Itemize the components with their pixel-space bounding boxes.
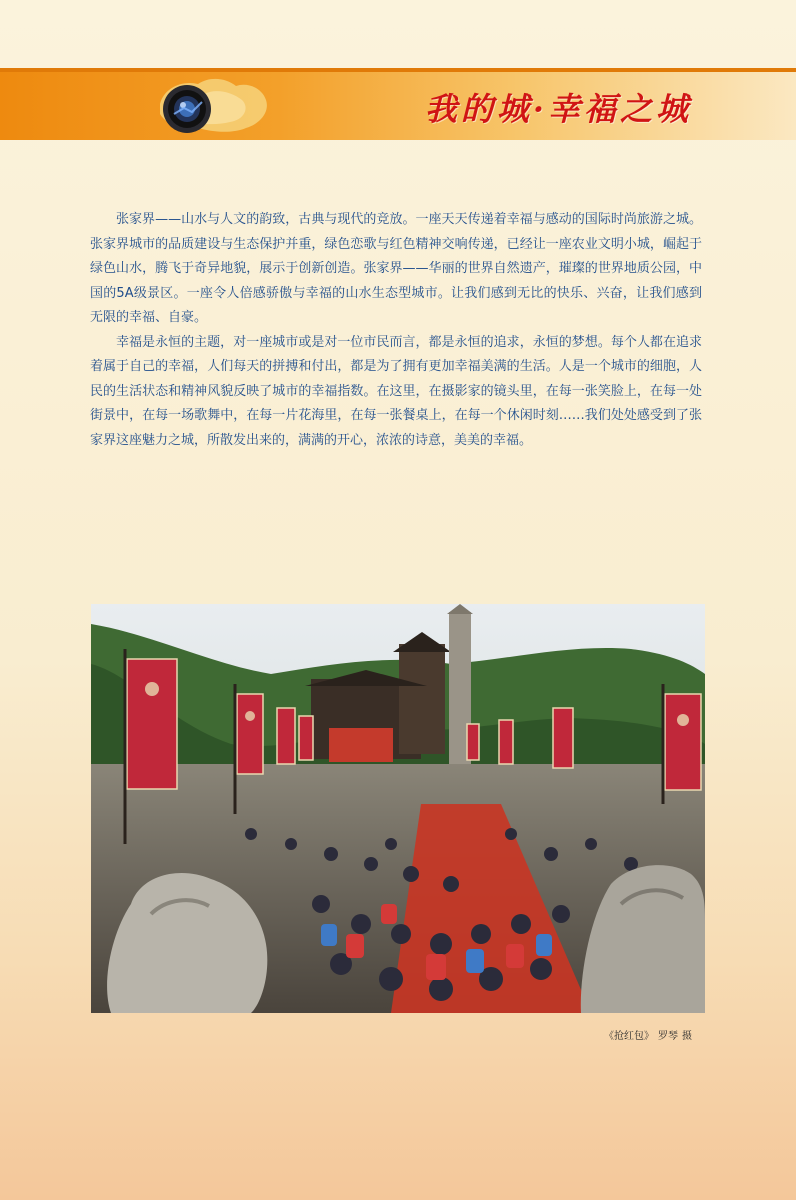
- caption-credit: 摄: [682, 1031, 692, 1042]
- caption-photographer: 罗琴: [658, 1031, 678, 1042]
- article-paragraph: 幸福是永恒的主题，对一座城市或是对一位市民而言，都是永恒的追求，永恒的梦想。每个人都在追求着属于自己的幸福，人们每天的拼搏和付出，都是为了拥有更加幸福美满的生活。人是一个城市的细胞，人民的生活状态和精神风貌反映了城市的幸福指数。在这里，在摄影家的镜头里，在每一张笑脸上，在每一处街景中，在每一场歌舞中，在每一片花海里，在每一张餐桌上，在每一个休闲时刻……我们处处感受到了张家界这座魅力之城，所散发出来的，满满的开心，浓浓的诗意，美美的幸福。: [90, 334, 702, 448]
- camera-lens-icon: [162, 84, 212, 134]
- caption-title: 《抢红包》: [604, 1031, 654, 1042]
- photo-caption: [600, 1027, 692, 1042]
- festival-photo: [91, 604, 705, 1013]
- header-banner-strip: [0, 68, 796, 72]
- page-title: 我的城·幸福之城: [424, 90, 692, 128]
- article-body: [90, 208, 702, 453]
- article-paragraph: 张家界——山水与人文的韵致，古典与现代的竞放。一座天天传递着幸福与感动的国际时尚旅游之城。张家界城市的品质建设与生态保护并重，绿色恋歌与红色精神交响传递，已经让一座农业文明小城，崛起于绿色山水，腾飞于奇异地貌，展示于创新创造。张家界——华丽的世界自然遗产，璀璨的世界地质公园，中国的5A级景区。一座令人倍感骄傲与幸福的山水生态型城市。让我们感到无比的快乐、兴奋，让我们感到无限的幸福、自豪。: [90, 212, 702, 325]
